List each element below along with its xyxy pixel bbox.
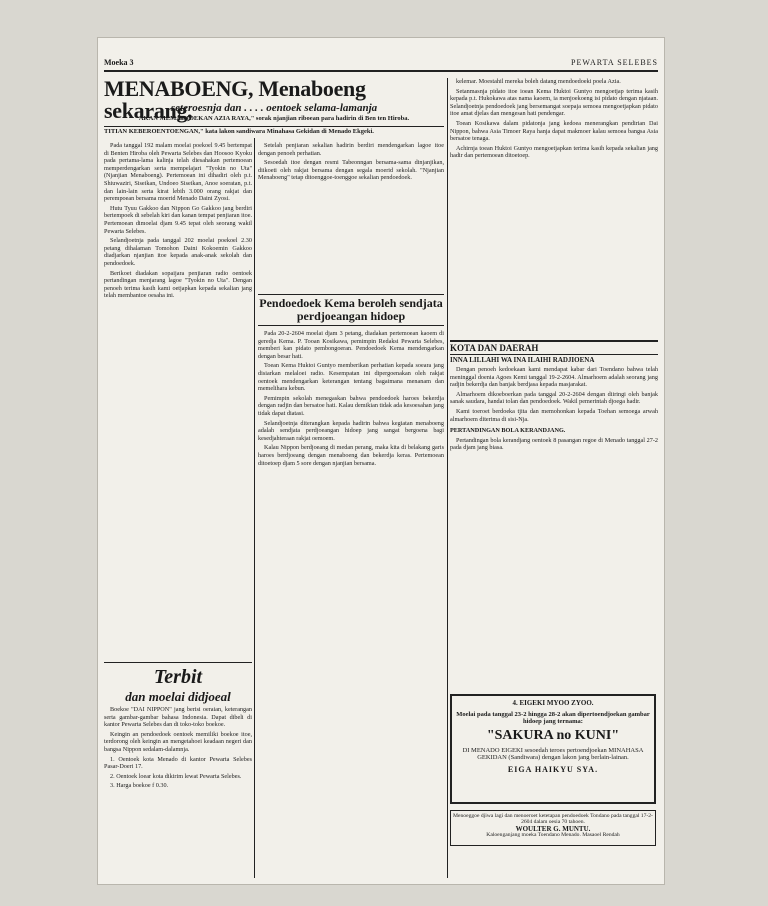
lead-column-1 — [104, 142, 252, 302]
section-paragraph: Kami toeroet berdoeka tjita dan memohonkan kepada Toehan semoega arwah almarhoem diterima di sisi-Nja. — [450, 407, 658, 423]
column-3-paragraph: Toean Kosikawa dalam pidatonja jang kedoea menerangkan pendirian Dai Nippon, bahwa Asia Timoer Raya hanja dapat makmoer kalau semoea bangsa Asia bersatoe tenaga. — [450, 119, 658, 143]
lead-paragraph: Setelah penjiaran sekalian hadirin berdiri mendengarkan lagoe itoe dengan penoeh perhatian. — [258, 142, 444, 157]
story2-paragraph: Kalau Nippon berdjoeang di medan perang, maka kita di belakang garis haroes berdjoeang dengan menaboeng dan bekerdja keras. Pertemoean ditoetoep djam 5 sore dengan njanjian bersama. — [258, 444, 444, 467]
story2-paragraph: Selandjoetnja diterangkan kepada hadirin bahwa kegiatan menaboeng adalah sendjata perdjoeangan hidoep jang sangat bergoena bagi kesedjahteraan rakjat oemoem. — [258, 419, 444, 442]
terbit-notice — [104, 666, 252, 705]
terbit-rule — [104, 662, 252, 663]
column-divider — [447, 78, 448, 878]
ad-line-4: EIGA HAIKYU SYA. — [507, 765, 599, 774]
lead-byline: TITIAN KEBEROENTOENGAN," kata lakon sandiwara Minahasa Gekidan di Menado Ekgeki. — [104, 128, 374, 135]
lead-column-2 — [258, 142, 444, 184]
story2-body — [258, 330, 444, 469]
lead-paragraph: Hutu Tyuu Gakkoo dan Nippon Go Gakkoo jang berdiri bertempoek di sebelah kiri dan kanan tempat penjiaran itoe. Pertemoean dimoelai djam 9.45 tepat oleh seorang wakil Pewarta Selebes. — [104, 204, 252, 235]
obituary-name: WOULTER G. MUNTU. — [515, 824, 591, 833]
terbit-title: Terbit — [153, 666, 203, 688]
headline-rule — [104, 126, 444, 127]
terbit-paragraph: 1. Oentoek kota Menado di kantor Pewarta Selebes Pasar-Doeri 17. — [104, 755, 252, 771]
section-paragraph: Almarhoem dikoeboerkan pada tanggal 20-2-2604 dengan diiringi oleh banjak sanak saudara, handai tolan dan pendoedoek. Wakil pemerintah djoega hadir. — [450, 390, 658, 406]
story2-paragraph: Pada 20-2-2604 moelai djam 3 petang, diadakan pertemoean kaoem di geredja Kema. P. Tooan Kosikawa, pemimpin Redaksi Pewarta Selebes, memberi kan pidato pembongoeran. Pendoedoek Kema mendengarkan dengan besar hati. — [258, 330, 444, 360]
terbit-paragraph: 2. Oentoek loear kota dikirim lewat Pewarta Selebes. — [110, 772, 242, 780]
obituary-address: Kaloenganjang moeka Toendano Menado. Masaoel Rendah — [486, 832, 620, 839]
story2-headline: Pendoedoek Kema beroleh sendjata perdjoeangan hidoep — [258, 294, 444, 326]
section-label: KOTA DAN DAERAH — [450, 340, 658, 355]
column-3-paragraph: Achirnja toean Huktoi Guntyo mengoetjapkan terima kasih kepada sekalian jang hadir dan pertemoean ditoetoep. — [450, 144, 658, 160]
obituary-text: Menoeggoe djiwa lagi dan menoeroet ketetapan pendoedoek Tondano pada tanggal 17-2-2604 dalam oesia 70 tahoen. — [453, 813, 653, 826]
ad-line-1: 4. EIGEKI MYOO ZYOO. — [512, 699, 594, 707]
story2-paragraph: Pemimpin sekolah menegaskan bahwa pendoedoek haroes bekerdja dengan radjin dan bersatoe hati. Kalau demikian tidak ada kesoesahan jang tidak dapat diatasi. — [258, 394, 444, 417]
story2-paragraph: Toean Kema Huktoi Guntyo memberikan perhatian kepada soeara jang disiarkan melaloei radio. Kesempatan ini dipergoenakan oleh rakjat oentoek mendengarkan keterangan tentang bagaimana menanam dan memelihara kebun. — [258, 362, 444, 393]
page-header-bar — [104, 60, 658, 72]
sport-paragraph: Pertandingan bola kerandjang oentoek 8 pasangan regoe di Menado tanggal 27-2 pada djam jang biasa. — [450, 436, 658, 452]
section-article-body — [450, 366, 658, 454]
terbit-paragraph: Boekoe "DAI NIPPON" jang berisi oeraian, keterangan serta gambar-gambar bahasa Indonesia. Dapat dibeli di kantor Pewarta Selebes dan di toko-toko boekoe. — [104, 706, 252, 729]
terbit-subtitle: dan moelai didjoeal — [125, 689, 231, 704]
cinema-advertisement — [450, 694, 656, 804]
terbit-paragraph: 3. Harga boekoe f 0.30. — [110, 782, 169, 790]
column-divider — [254, 138, 255, 878]
lead-paragraph: Berikoet diadakan sopaijara penjiaran radio oentoek pertandingan menjarang lagoe "Tyokin no Uta". Dengan penoeh terima kasih kami oetjapkan kepada sekalian jang telah membantoe oesaha ini. — [104, 269, 252, 300]
lead-paragraph: Selandjoetnja pada tanggal 202 moelai poekoel 2.30 petang dihalaman Tomohon Daini Kokoemin Gakkoo diadjarkan njanjian itoe kepada anak-anak sekolah dan pendoedoek. — [104, 237, 252, 267]
column-3-paragraph: kelemar. Moestahil mereka boleh datang mendoedoeki poela Azia. — [456, 78, 621, 85]
column-3-paragraph: Setanmasnja pidato itoe ioean Kema Huktoi Guntyo mengoetjap terima kasih kepada p.t. Hukokawa atas nama kaoem, ia menjoekoeng isi pidato dengan njataan. Selandjoetnja pendoedoek jang bersemangat soepaja semoea mengoetjapkan pidato itoe amat djelas dan mengesan hati pendengar. — [450, 87, 658, 118]
page-number: Moeka 3 — [104, 58, 134, 67]
sport-title: PERTANDINGAN BOLA KERANDJANG. — [450, 427, 566, 435]
terbit-paragraph: Keingin an pendoedoek oentoek memiliki boekoe itoe, terdorong oleh keingin an mengetahoei keadaan negeri dan bangsa Nippon sedalam-dalamnja. — [104, 730, 252, 753]
lead-headline: MENABOENG, Menaboeng sekarang, — [104, 76, 366, 123]
ad-line-2: Moelai pada tanggal 23-2 hingga 28-2 akan dipertoendjoekan gambar hidoep jang ternama: — [456, 711, 650, 725]
section-paragraph: Dengan penoeh kedoekaan kami mendapat kabar dari Toendano bahwa telah meninggal doenia Agoes Kemi tanggal 19-2-2604. Almarhoem adalah seorang jang radjin bekerdja dan banjak berdjasa kepada masjarakat. — [450, 366, 658, 389]
lead-paragraph: Pada tanggal 192 malam moelai poekoel 9.45 bertempat di Benten Hiroba oleh Pewarta Selebes dan Hoosoo Kyoku pada pertama-lama kalinja telah diesahakan pertemoean memperdengarkan serta mempelajari "Tyokin no Uta" (Njanjian Menaboeng). Pertemoean ini dihadiri oleh p.t. Shiuwaziri, Siseikan, Undoeo Siseikan, Anoe soeratan, p.t. dan lain-lain serta kirat lebih 3.000 orang rakjat dan perempoean bersama moerid Menado Daini Zyosi. — [104, 142, 252, 203]
obituary-notice — [450, 810, 656, 846]
newspaper-name: PEWARTA SELEBES — [571, 58, 658, 67]
lead-paragraph: Sesoedah itoe dengan resmi Tabeonngan bersama-sama dinjanjikan, diikoeti oleh rakjat bersama dengan segala moerid sekolah. "Njanjian Menaboeng" tetap ditoenggoe-toenggoe sekalian pendoedoek. — [258, 159, 444, 182]
section-article-title: INNA LILLAHI WA INA ILAIHI RADJIOENA — [450, 356, 595, 364]
terbit-body — [104, 706, 252, 792]
ad-film-title: "SAKURA no KUNI" — [486, 728, 620, 743]
ad-line-3: DI MENADO EIGEKI sesoedah teroes pertoendjoekan MINAHASA GEKIDAN (Sandiwara) dengan lakon jang berlain-lainan. — [462, 747, 644, 761]
lead-subheadline: seteroesnja dan . . . . oentoek selama-lamanja — [170, 102, 378, 114]
column-3-top — [450, 78, 658, 162]
newspaper-page — [98, 38, 664, 884]
lead-subheadline-2: AKAN MEMADJOEKAN AZIA RAYA," sorak njanjian riboean para hadirin di Ben ten Hiroba. — [138, 115, 410, 122]
